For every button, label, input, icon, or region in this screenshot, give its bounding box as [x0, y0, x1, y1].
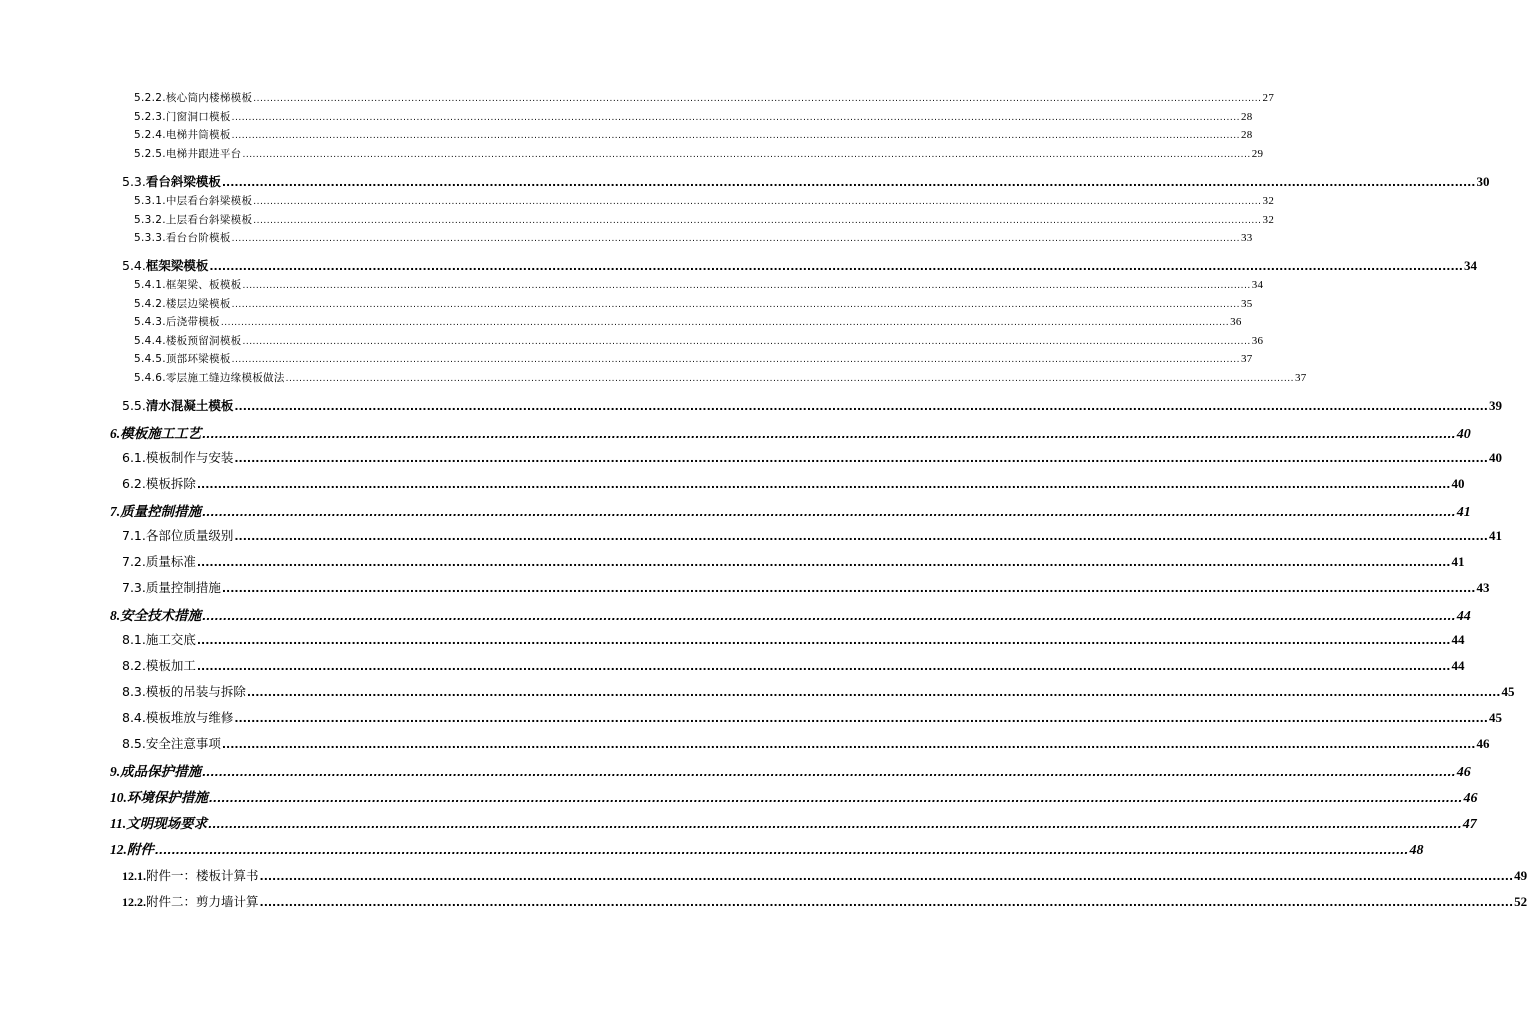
toc-title: 楼板预留洞模板	[165, 335, 242, 347]
toc-leader: ............................................................................................................................................................................................................................................................................................................	[202, 506, 1456, 519]
toc-page-number: 28	[1240, 111, 1253, 123]
toc-title: 上层看台斜梁模板	[165, 214, 253, 226]
toc-entry[interactable]	[122, 866, 1527, 884]
toc-number: 6.2.	[122, 476, 146, 491]
toc-leader: ............................................................................................................................................................................................................................................................................................................	[209, 260, 1463, 273]
toc-leader: ............................................................................................................................................................................................................................................................................................................	[208, 792, 1463, 805]
toc-leader: ............................................................................................................................................................................................................................................................................................................	[253, 94, 1262, 104]
toc-title: 附件一：楼板计算书	[146, 868, 259, 883]
toc-number: 5.4.	[122, 258, 146, 273]
toc-leader: ............................................................................................................................................................................................................................................................................................................	[246, 686, 1501, 699]
toc-title: 楼层边梁模板	[165, 298, 231, 310]
toc-title: 后浇带模板	[165, 316, 220, 328]
toc-page-number: 33	[1240, 232, 1253, 244]
toc-title: 电梯井跟进平台	[165, 148, 242, 160]
toc-page-number: 41	[1451, 554, 1465, 569]
toc-entry[interactable]	[110, 838, 1424, 859]
toc-leader: ............................................................................................................................................................................................................................................................................................................	[242, 337, 1251, 347]
toc-number: 12.2.	[122, 895, 146, 909]
toc-number: 11.	[110, 816, 127, 831]
toc-title: 成品保护措施	[120, 764, 202, 780]
toc-number: 5.3.	[122, 174, 146, 189]
toc-title: 模板加工	[145, 658, 196, 673]
toc-number: 8.2.	[122, 658, 146, 673]
toc-title: 质量控制措施	[120, 504, 202, 520]
toc-leader: ............................................................................................................................................................................................................................................................................................................	[202, 610, 1456, 623]
toc-leader: ............................................................................................................................................................................................................................................................................................................	[231, 355, 1240, 365]
toc-leader: ............................................................................................................................................................................................................................................................................................................	[285, 374, 1294, 384]
toc-number: 5.4.1.	[134, 279, 166, 291]
toc-leader: ............................................................................................................................................................................................................................................................................................................	[234, 452, 1488, 465]
toc-entry[interactable]	[134, 333, 1264, 348]
toc-page-number: 29	[1251, 148, 1264, 160]
toc-leader: ............................................................................................................................................................................................................................................................................................................	[242, 150, 1251, 160]
toc-number: 5.4.6.	[134, 372, 166, 384]
toc-title: 模板堆放与维修	[145, 710, 234, 725]
toc-entry[interactable]	[134, 212, 1275, 227]
toc-page-number: 34	[1251, 279, 1264, 291]
toc-number: 8.3.	[122, 684, 146, 699]
toc-title: 看台斜梁模板	[145, 174, 221, 189]
toc-entry[interactable]	[134, 351, 1253, 366]
toc-leader: ............................................................................................................................................................................................................................................................................................................	[220, 318, 1230, 328]
toc-leader: ............................................................................................................................................................................................................................................................................................................	[154, 844, 1409, 857]
toc-leader: ............................................................................................................................................................................................................................................................................................................	[234, 712, 1488, 725]
toc-page-number: 52	[1514, 894, 1527, 909]
toc-title: 核心筒内楼梯模板	[165, 92, 253, 104]
toc-page-number: 46	[1476, 736, 1490, 751]
toc-number: 5.2.5.	[134, 148, 166, 160]
toc-page-number: 45	[1489, 710, 1502, 725]
toc-page-number: 46	[1463, 791, 1478, 806]
toc-page-number: 44	[1451, 632, 1465, 647]
toc-page-number: 40	[1451, 476, 1465, 491]
toc-leader: ............................................................................................................................................................................................................................................................................................................	[196, 634, 1451, 647]
toc-entry[interactable]	[110, 760, 1471, 781]
toc-title: 清水混凝土模板	[145, 398, 234, 413]
toc-title: 模板拆除	[145, 476, 196, 491]
toc-number: 8.1.	[122, 632, 146, 647]
toc-entry[interactable]	[110, 812, 1477, 833]
toc-entry[interactable]	[122, 526, 1502, 544]
toc-number: 12.	[110, 842, 127, 857]
toc-page-number: 32	[1262, 195, 1275, 207]
toc-leader: ............................................................................................................................................................................................................................................................................................................	[234, 400, 1488, 413]
toc-page-number: 43	[1476, 580, 1490, 595]
toc-page-number: 41	[1456, 505, 1471, 520]
toc-entry[interactable]	[122, 474, 1465, 492]
toc-number: 12.1.	[122, 869, 146, 883]
toc-title: 模板施工工艺	[120, 426, 202, 442]
toc-title: 门窗洞口模板	[165, 111, 231, 123]
toc-number: 5.5.	[122, 398, 146, 413]
toc-number: 5.4.2.	[134, 298, 166, 310]
toc-entry[interactable]	[122, 256, 1477, 274]
toc-number: 5.3.2.	[134, 214, 166, 226]
toc-title: 各部位质量级别	[145, 528, 234, 543]
toc-leader: ............................................................................................................................................................................................................................................................................................................	[242, 281, 1251, 291]
toc-leader: ............................................................................................................................................................................................................................................................................................................	[196, 556, 1451, 569]
toc-page-number: 37	[1294, 372, 1307, 384]
toc-leader: ............................................................................................................................................................................................................................................................................................................	[196, 478, 1451, 491]
toc-page-number: 34	[1464, 258, 1477, 273]
toc-leader: ............................................................................................................................................................................................................................................................................................................	[202, 766, 1456, 779]
toc-number: 6.1.	[122, 450, 146, 465]
toc-page-number: 30	[1476, 174, 1490, 189]
toc-title: 模板的吊装与拆除	[145, 684, 246, 699]
toc-page-number: 28	[1240, 129, 1253, 141]
toc-number: 8.	[110, 608, 121, 623]
toc-entry[interactable]	[122, 448, 1502, 466]
toc-number: 7.1.	[122, 528, 146, 543]
toc-page-number: 46	[1456, 765, 1471, 780]
toc-number: 5.2.2.	[134, 92, 166, 104]
toc-number: 5.4.3.	[134, 316, 166, 328]
toc-entry[interactable]	[110, 786, 1478, 807]
toc-title: 看台台阶模板	[165, 232, 231, 244]
toc-title: 施工交底	[145, 632, 196, 647]
toc-page-number: 40	[1489, 450, 1502, 465]
toc-leader: ............................................................................................................................................................................................................................................................................................................	[259, 896, 1514, 909]
toc-title: 模板制作与安装	[145, 450, 234, 465]
toc-entry[interactable]	[122, 630, 1465, 648]
toc-leader: ............................................................................................................................................................................................................................................................................................................	[259, 870, 1514, 883]
toc-entry[interactable]	[122, 552, 1465, 570]
toc-entry[interactable]	[134, 109, 1253, 124]
toc-number: 6.	[110, 426, 121, 441]
toc-leader: ............................................................................................................................................................................................................................................................................................................	[231, 113, 1240, 123]
toc-page-number: 27	[1262, 92, 1275, 104]
toc-entry[interactable]	[134, 127, 1253, 142]
toc-title: 电梯井筒模板	[165, 129, 231, 141]
toc-entry[interactable]	[134, 146, 1264, 161]
toc-page-number: 44	[1451, 658, 1465, 673]
toc-entry[interactable]	[134, 90, 1275, 105]
toc-title: 质量标准	[145, 554, 196, 569]
toc-entry[interactable]	[134, 230, 1253, 245]
toc-number: 10.	[110, 790, 127, 805]
toc-leader: ............................................................................................................................................................................................................................................................................................................	[231, 131, 1240, 141]
toc-number: 7.	[110, 504, 121, 519]
toc-entry[interactable]	[122, 396, 1502, 414]
toc-entry[interactable]	[122, 578, 1490, 596]
toc-entry[interactable]	[122, 734, 1490, 752]
toc-entry[interactable]	[134, 314, 1242, 329]
toc-entry[interactable]	[134, 296, 1253, 311]
toc-number: 5.3.3.	[134, 232, 166, 244]
toc-number: 5.2.4.	[134, 129, 166, 141]
toc-number: 8.4.	[122, 710, 146, 725]
toc-page-number: 35	[1240, 298, 1253, 310]
toc-title: 安全技术措施	[120, 608, 202, 624]
toc-page-number: 41	[1489, 528, 1502, 543]
toc-leader: ............................................................................................................................................................................................................................................................................................................	[202, 428, 1456, 441]
toc-entry[interactable]	[122, 892, 1527, 910]
toc-entry[interactable]	[122, 172, 1490, 190]
toc-number: 9.	[110, 764, 121, 779]
toc-number: 8.5.	[122, 736, 146, 751]
toc-page-number: 49	[1514, 868, 1527, 883]
toc-entry[interactable]	[122, 656, 1465, 674]
toc-leader: ............................................................................................................................................................................................................................................................................................................	[231, 234, 1240, 244]
toc-page-number: 37	[1240, 353, 1253, 365]
toc-leader: ............................................................................................................................................................................................................................................................................................................	[208, 818, 1462, 831]
toc-entry[interactable]	[110, 500, 1471, 521]
toc-page-number: 40	[1456, 427, 1471, 442]
toc-title: 质量控制措施	[145, 580, 221, 595]
toc-title: 中层看台斜梁模板	[165, 195, 253, 207]
toc-leader: ............................................................................................................................................................................................................................................................................................................	[231, 300, 1240, 310]
toc-page-number: 47	[1462, 817, 1477, 832]
toc-number: 5.2.3.	[134, 111, 166, 123]
toc-entry[interactable]	[122, 708, 1502, 726]
toc-page-number: 48	[1409, 843, 1424, 858]
toc-page-number: 39	[1489, 398, 1502, 413]
toc-number: 5.4.5.	[134, 353, 166, 365]
toc-number: 7.3.	[122, 580, 146, 595]
toc-entry[interactable]	[134, 193, 1275, 208]
toc-title: 附件	[126, 842, 154, 858]
toc-page-number: 32	[1262, 214, 1275, 226]
toc-page-number: 36	[1230, 316, 1242, 328]
toc-title: 环境保护措施	[126, 790, 208, 806]
toc-title: 文明现场要求	[126, 816, 208, 832]
toc-page-number: 36	[1251, 335, 1264, 347]
toc-title: 框架梁模板	[145, 258, 209, 273]
toc-entry[interactable]	[134, 370, 1307, 385]
toc-leader: ............................................................................................................................................................................................................................................................................................................	[221, 582, 1476, 595]
toc-number: 5.4.4.	[134, 335, 166, 347]
toc-page-number: 44	[1456, 609, 1471, 624]
toc-entry[interactable]	[122, 682, 1515, 700]
toc-page-number: 45	[1501, 684, 1515, 699]
toc-number: 5.3.1.	[134, 195, 166, 207]
toc-leader: ............................................................................................................................................................................................................................................................................................................	[234, 530, 1488, 543]
toc-number: 7.2.	[122, 554, 146, 569]
toc-leader: ............................................................................................................................................................................................................................................................................................................	[253, 216, 1262, 226]
toc-entry[interactable]	[110, 422, 1471, 443]
toc-title: 框架梁、板模板	[165, 279, 242, 291]
toc-leader: ............................................................................................................................................................................................................................................................................................................	[253, 197, 1262, 207]
toc-leader: ............................................................................................................................................................................................................................................................................................................	[221, 176, 1476, 189]
toc-title: 顶部环梁模板	[165, 353, 231, 365]
toc-leader: ............................................................................................................................................................................................................................................................................................................	[221, 738, 1476, 751]
toc-title: 安全注意事项	[145, 736, 221, 751]
toc-title: 零层施工缝边缘模板做法	[165, 372, 285, 384]
toc-entry[interactable]	[110, 604, 1471, 625]
toc-leader: ............................................................................................................................................................................................................................................................................................................	[196, 660, 1451, 673]
toc-entry[interactable]	[134, 277, 1264, 292]
toc-title: 附件二：剪力墙计算	[146, 894, 259, 909]
